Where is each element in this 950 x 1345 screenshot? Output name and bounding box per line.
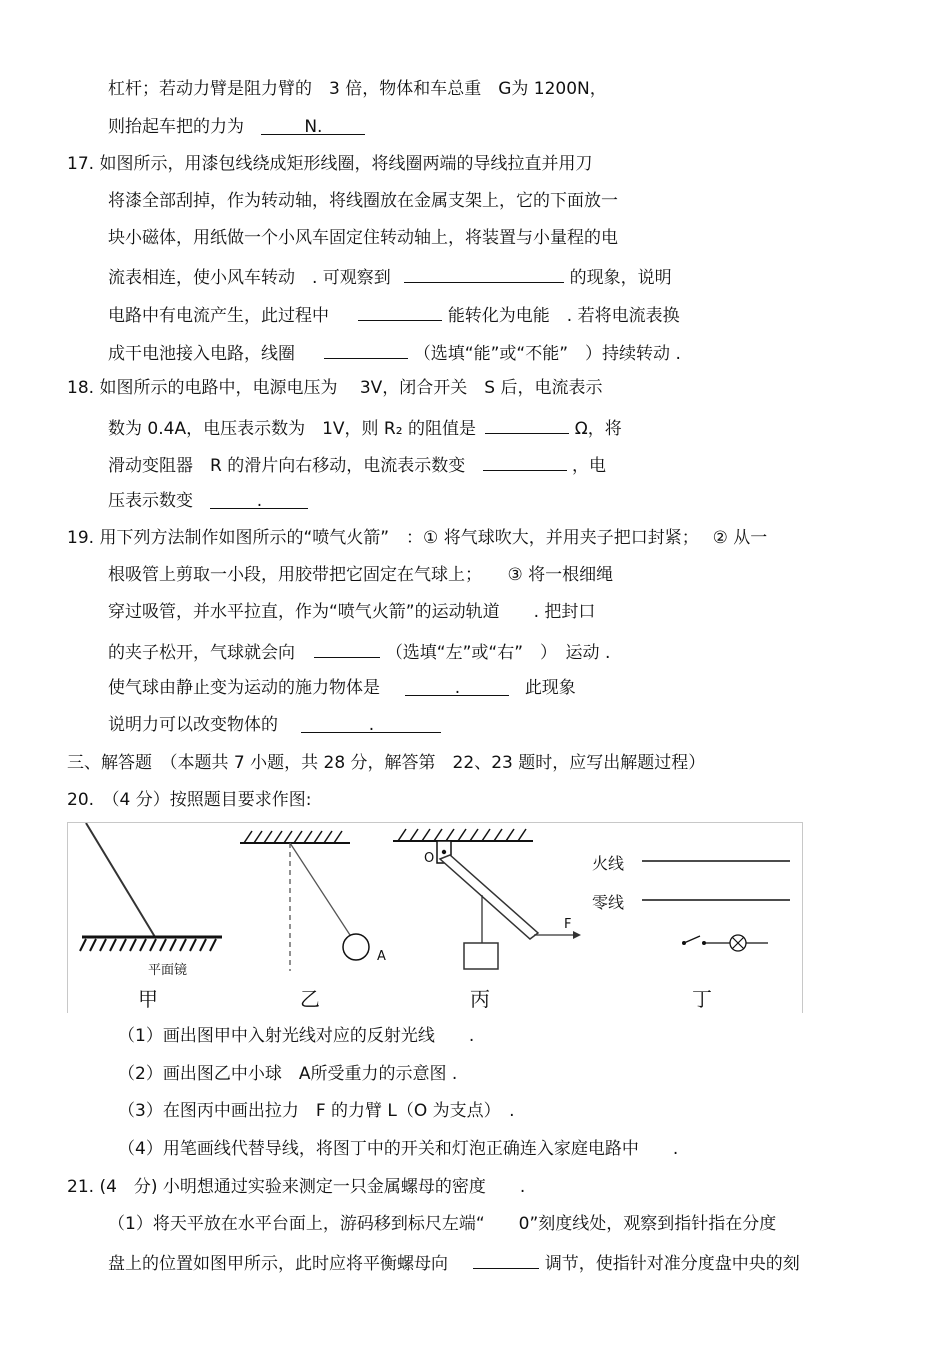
q17-blank3[interactable] [324, 340, 408, 359]
q19-blank3[interactable] [301, 714, 441, 733]
q18-line4 [108, 490, 308, 512]
q17-line1: 17. 如图所示，用漆包线绕成矩形线圈，将线圈两端的导线拉直并用刀 [67, 154, 593, 174]
q21-blank1[interactable] [473, 1250, 539, 1269]
q19-line1: 19. 用下列方法制作如图所示的“喷气火箭” ：① 将气球吹大，并用夹子把口封紧； ② 从一 [67, 528, 768, 548]
q18-line3 [108, 452, 606, 477]
q20-title: 20. （4 分）按照题目要求作图: [67, 790, 312, 810]
q18-text3b: ，电 [572, 456, 607, 476]
fig-bing-caption: 丙 [470, 987, 490, 1011]
q17-blank1[interactable] [404, 264, 564, 283]
q19-text5a: 使气球由静止变为运动的施力物体是 [108, 678, 380, 698]
q21-sub2 [108, 1250, 800, 1275]
q18-text3a: 滑动变阻器 R 的滑片向右移动，电流表示数变 [108, 456, 466, 476]
q19-text4a: 的夹子松开，气球就会向 [108, 643, 295, 663]
q19-text5c: 此现象 [524, 678, 576, 698]
q19-blank2[interactable] [405, 677, 509, 696]
q17-text4b: 的现象，说明 [569, 268, 672, 288]
q19-text4b: （选填“左”或“右” ） 运动 . [385, 643, 611, 663]
q21-text2b: 调节，使指针对准分度盘中央的刻 [544, 1254, 800, 1274]
q19-blank1[interactable] [314, 639, 380, 658]
section3-heading: 三、解答题 （本题共 7 小题，共 28 分，解答第 22、23 题时，应写出解题过程） [67, 753, 706, 773]
q17-text5b: 能转化为电能 . 若将电流表换 [447, 306, 680, 326]
q20-sub4: （4）用笔画线代替导线，将图丁中的开关和灯泡正确连入家庭电路中 . [118, 1139, 679, 1159]
q19-line2: 根吸管上剪取一小段，用胶带把它固定在气球上； ③ 将一根细绳 [108, 565, 614, 585]
q18-blank3[interactable] [210, 490, 308, 509]
q17-line4 [108, 264, 672, 289]
q21-text2a: 盘上的位置如图甲所示，此时应将平衡螺母向 [108, 1254, 448, 1274]
q17-line6 [108, 340, 681, 365]
q16-blank-unit: N. [304, 117, 323, 137]
fig-yi-caption: 乙 [300, 987, 320, 1011]
pivot-label: O [424, 851, 435, 866]
fig-ding-caption: 丁 [692, 987, 712, 1011]
ball-label: A [377, 949, 386, 964]
q18-text2b: Ω，将 [574, 419, 622, 439]
live-wire-label: 火线 [592, 854, 625, 873]
q17-line3: 块小磁体，用纸做一个小风车固定住转动轴上，将装置与小量程的电 [108, 228, 618, 248]
q19-blank3-dot: . [368, 715, 375, 735]
fig-jia-drawing [80, 823, 222, 951]
q18-line2 [108, 415, 622, 440]
q16-text: 则抬起车把的力为 [108, 117, 244, 137]
fig-yi-drawing [240, 831, 369, 971]
q16-line2 [108, 116, 365, 138]
q21-title: 21. (4 分) 小明想通过实验来测定一只金属螺母的密度 . [67, 1177, 526, 1197]
q16-answer-blank[interactable] [261, 116, 365, 135]
q19-line3: 穿过吸管，并水平拉直，作为“喷气火箭”的运动轨道 . 把封口 [108, 602, 596, 622]
fig-bing-drawing [393, 829, 581, 969]
q19-line4 [108, 639, 610, 664]
q17-blank2[interactable] [358, 302, 442, 321]
q17-text6a: 成干电池接入电路，线圈 [108, 344, 295, 364]
q17-text6b: （选填“能”或“不能” ）持续转动 . [413, 344, 681, 364]
q17-line5 [108, 302, 680, 327]
mirror-label: 平面镜 [148, 963, 188, 978]
q18-text4a: 压表示数变 [108, 491, 193, 511]
q21-sub1: （1）将天平放在水平台面上，游码移到标尺左端“ 0”刻度线处，观察到指针指在分度 [108, 1214, 777, 1234]
q19-blank2-dot: . [454, 678, 461, 698]
q19-line6 [108, 714, 441, 736]
q18-text2a: 数为 0.4A，电压表示数为 1V，则 R₂ 的阻值是 [108, 419, 476, 439]
fig-ding-drawing [642, 861, 790, 951]
q18-blank2[interactable] [483, 452, 567, 471]
q20-sub1: （1）画出图甲中入射光线对应的反射光线 . [118, 1026, 475, 1046]
q17-text5a: 电路中有电流产生，此过程中 [108, 306, 329, 326]
q20-sub2: （2）画出图乙中小球 A所受重力的示意图 . [118, 1064, 458, 1084]
q18-blank3-dot: . [256, 491, 263, 511]
q20-figure [67, 822, 803, 1013]
q17-line2: 将漆全部刮掉，作为转动轴，将线圈放在金属支架上，它的下面放一 [108, 191, 618, 211]
neutral-wire-label: 零线 [592, 893, 625, 912]
q18-line1: 18. 如图所示的电路中，电源电压为 3V，闭合开关 S 后，电流表示 [67, 378, 603, 398]
q20-sub3: （3）在图丙中画出拉力 F 的力臂 L（O 为支点） . [118, 1101, 515, 1121]
q19-line5 [108, 677, 576, 699]
q17-text4a: 流表相连，使小风车转动 . 可观察到 [108, 268, 391, 288]
q18-blank1[interactable] [485, 415, 569, 434]
q19-text6a: 说明力可以改变物体的 [108, 715, 278, 735]
force-label: F [564, 917, 572, 932]
fig-jia-caption: 甲 [138, 987, 158, 1011]
q16-line1: 杠杆；若动力臂是阻力臂的 3 倍，物体和车总重 G为 1200N， [108, 79, 607, 99]
